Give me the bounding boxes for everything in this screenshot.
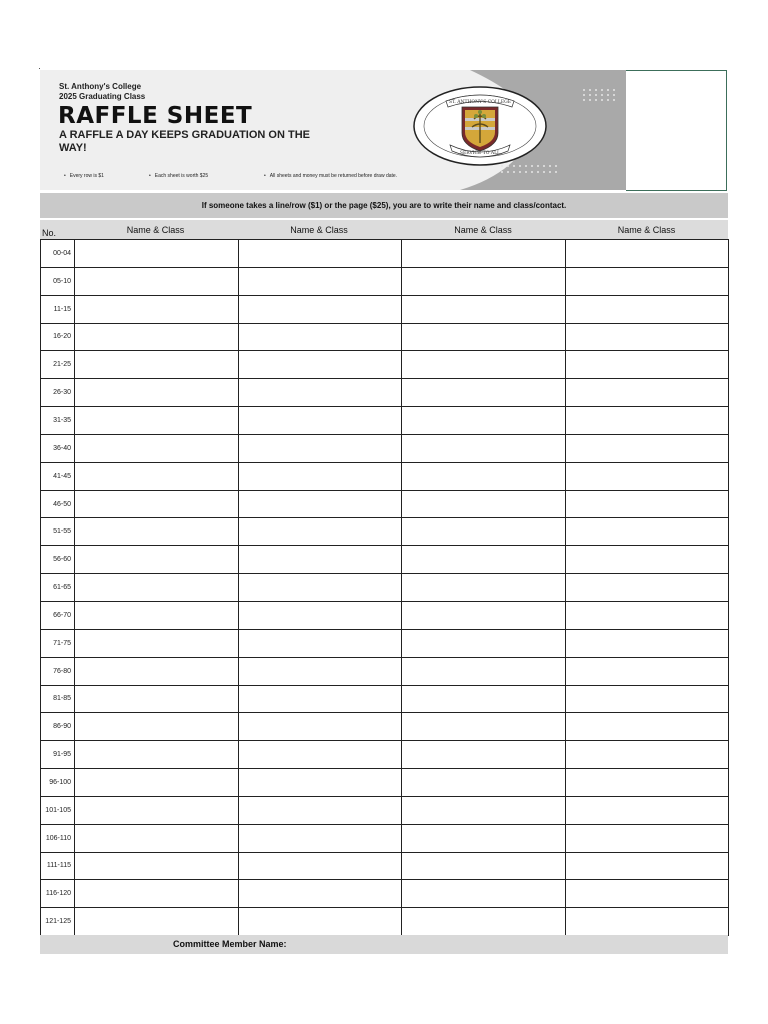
name-class-cell[interactable] xyxy=(565,657,729,685)
table-row xyxy=(41,407,729,435)
name-class-cell[interactable] xyxy=(565,518,729,546)
name-class-cell[interactable] xyxy=(402,852,566,880)
table-row xyxy=(41,518,729,546)
name-class-cell[interactable] xyxy=(402,546,566,574)
name-class-cell[interactable] xyxy=(238,574,402,602)
school-name xyxy=(59,82,145,102)
name-class-cell[interactable] xyxy=(75,351,239,379)
row-number: 26-30 xyxy=(41,379,75,407)
row-number: 61-65 xyxy=(41,574,75,602)
footer-bar xyxy=(40,935,728,954)
row-number: 81-85 xyxy=(41,685,75,713)
row-number: 05-10 xyxy=(41,267,75,295)
name-class-cell[interactable] xyxy=(565,240,729,268)
name-class-cell[interactable] xyxy=(402,240,566,268)
name-class-cell[interactable] xyxy=(238,351,402,379)
header-name-class-3: Name & Class xyxy=(454,225,512,235)
name-class-cell[interactable] xyxy=(565,323,729,351)
table-row xyxy=(41,769,729,797)
name-class-cell[interactable] xyxy=(565,741,729,769)
row-number: 00-04 xyxy=(41,240,75,268)
subtitle: A RAFFLE A DAY KEEPS GRADUATION ON THE WAY! xyxy=(59,129,310,154)
row-number: 41-45 xyxy=(41,462,75,490)
name-class-cell[interactable] xyxy=(238,741,402,769)
row-number: 56-60 xyxy=(41,546,75,574)
table-row xyxy=(41,546,729,574)
name-class-cell[interactable] xyxy=(402,601,566,629)
name-class-cell[interactable] xyxy=(402,295,566,323)
table-row xyxy=(41,852,729,880)
table-row xyxy=(41,295,729,323)
college-crest-logo xyxy=(412,85,548,167)
name-class-cell[interactable] xyxy=(238,240,402,268)
name-class-cell[interactable] xyxy=(402,351,566,379)
name-class-cell[interactable] xyxy=(402,769,566,797)
table-row xyxy=(41,741,729,769)
row-number: 101-105 xyxy=(41,796,75,824)
name-class-cell[interactable] xyxy=(238,462,402,490)
name-class-cell[interactable] xyxy=(75,434,239,462)
name-class-cell[interactable] xyxy=(565,434,729,462)
name-class-cell[interactable] xyxy=(238,295,402,323)
name-class-cell[interactable] xyxy=(75,629,239,657)
row-number: 121-125 xyxy=(41,908,75,936)
row-number: 86-90 xyxy=(41,713,75,741)
name-class-cell[interactable] xyxy=(565,407,729,435)
name-class-cell[interactable] xyxy=(75,685,239,713)
bullet-return-rule: • All sheets and money must be returned before draw date. xyxy=(264,173,424,179)
name-class-cell[interactable] xyxy=(238,629,402,657)
name-class-cell[interactable] xyxy=(565,601,729,629)
row-number: 106-110 xyxy=(41,824,75,852)
banner-blank-box xyxy=(626,70,727,191)
name-class-cell[interactable] xyxy=(402,574,566,602)
name-class-cell[interactable] xyxy=(75,741,239,769)
school-line-1: St. Anthony's College xyxy=(59,82,142,91)
name-class-cell[interactable] xyxy=(238,769,402,797)
row-number: 96-100 xyxy=(41,769,75,797)
name-class-cell[interactable] xyxy=(75,323,239,351)
name-class-cell[interactable] xyxy=(565,351,729,379)
table-row xyxy=(41,713,729,741)
committee-member-label: Committee Member Name: xyxy=(173,939,287,949)
name-class-cell[interactable] xyxy=(75,769,239,797)
table-row xyxy=(41,267,729,295)
name-class-cell[interactable] xyxy=(402,685,566,713)
name-class-cell[interactable] xyxy=(238,713,402,741)
row-number: 116-120 xyxy=(41,880,75,908)
header-name-class-2: Name & Class xyxy=(290,225,348,235)
table-row xyxy=(41,629,729,657)
name-class-cell[interactable] xyxy=(238,407,402,435)
name-class-cell[interactable] xyxy=(402,741,566,769)
name-class-cell[interactable] xyxy=(565,267,729,295)
name-class-cell[interactable] xyxy=(565,295,729,323)
name-class-cell[interactable] xyxy=(402,379,566,407)
name-class-cell[interactable] xyxy=(75,490,239,518)
name-class-cell[interactable] xyxy=(238,824,402,852)
name-class-cell[interactable] xyxy=(402,490,566,518)
name-class-cell[interactable] xyxy=(565,490,729,518)
row-number: 11-15 xyxy=(41,295,75,323)
name-class-cell[interactable] xyxy=(75,574,239,602)
table-row xyxy=(41,434,729,462)
header-no: No. xyxy=(42,228,57,238)
name-class-cell[interactable] xyxy=(75,240,239,268)
table-row xyxy=(41,796,729,824)
name-class-cell[interactable] xyxy=(565,796,729,824)
name-class-cell[interactable] xyxy=(75,796,239,824)
stray-dot xyxy=(39,68,40,69)
name-class-cell[interactable] xyxy=(238,490,402,518)
svg-text:ST. ANTHONY'S COLLEGE: ST. ANTHONY'S COLLEGE xyxy=(448,100,512,105)
name-class-cell[interactable] xyxy=(565,629,729,657)
name-class-cell[interactable] xyxy=(402,323,566,351)
table-row xyxy=(41,379,729,407)
name-class-cell[interactable] xyxy=(565,546,729,574)
name-class-cell[interactable] xyxy=(75,518,239,546)
name-class-cell[interactable] xyxy=(565,880,729,908)
name-class-cell[interactable] xyxy=(238,601,402,629)
name-class-cell[interactable] xyxy=(238,852,402,880)
row-number: 36-40 xyxy=(41,434,75,462)
name-class-cell[interactable] xyxy=(565,908,729,936)
name-class-cell[interactable] xyxy=(402,880,566,908)
table-row xyxy=(41,240,729,268)
header-name-class-4: Name & Class xyxy=(617,225,676,235)
raffle-table xyxy=(40,239,729,936)
name-class-cell[interactable] xyxy=(75,657,239,685)
name-class-cell[interactable] xyxy=(75,267,239,295)
table-row xyxy=(41,824,729,852)
name-class-cell[interactable] xyxy=(565,379,729,407)
name-class-cell[interactable] xyxy=(238,796,402,824)
raffle-banner xyxy=(40,70,728,190)
table-header xyxy=(40,220,728,239)
name-class-cell[interactable] xyxy=(75,546,239,574)
name-class-cell[interactable] xyxy=(565,574,729,602)
name-class-cell[interactable] xyxy=(238,908,402,936)
name-class-cell[interactable] xyxy=(565,824,729,852)
row-number: 71-75 xyxy=(41,629,75,657)
name-class-cell[interactable] xyxy=(238,379,402,407)
header-name-class-1: Name & Class xyxy=(126,225,185,235)
name-class-cell[interactable] xyxy=(565,685,729,713)
table-row xyxy=(41,601,729,629)
name-class-cell[interactable] xyxy=(402,434,566,462)
instructions-notice: If someone takes a line/row ($1) or the page ($25), you are to write their name and class/contact. xyxy=(40,193,728,218)
name-class-cell[interactable] xyxy=(238,685,402,713)
name-class-cell[interactable] xyxy=(402,796,566,824)
name-class-cell[interactable] xyxy=(75,852,239,880)
row-number: 21-25 xyxy=(41,351,75,379)
row-number: 51-55 xyxy=(41,518,75,546)
name-class-cell[interactable] xyxy=(75,908,239,936)
name-class-cell[interactable] xyxy=(75,880,239,908)
name-class-cell[interactable] xyxy=(75,379,239,407)
table-row xyxy=(41,323,729,351)
table-row xyxy=(41,880,729,908)
row-number: 66-70 xyxy=(41,601,75,629)
row-number: 76-80 xyxy=(41,657,75,685)
name-class-cell[interactable] xyxy=(238,323,402,351)
table-row xyxy=(41,574,729,602)
bullet-row-price: • Every row is $1 xyxy=(64,173,104,179)
table-row xyxy=(41,490,729,518)
bullet-sheet-price: • Each sheet is worth $25 xyxy=(149,173,208,179)
decorative-dots-top xyxy=(582,88,622,102)
name-class-cell[interactable] xyxy=(75,295,239,323)
name-class-cell[interactable] xyxy=(402,713,566,741)
name-class-cell[interactable] xyxy=(238,880,402,908)
banner-background xyxy=(40,70,626,190)
name-class-cell[interactable] xyxy=(75,601,239,629)
name-class-cell[interactable] xyxy=(402,267,566,295)
table-row xyxy=(41,657,729,685)
name-class-cell[interactable] xyxy=(565,713,729,741)
table-row xyxy=(41,908,729,936)
row-number: 16-20 xyxy=(41,323,75,351)
name-class-cell[interactable] xyxy=(75,462,239,490)
name-class-cell[interactable] xyxy=(238,657,402,685)
name-class-cell[interactable] xyxy=(402,462,566,490)
name-class-cell[interactable] xyxy=(402,824,566,852)
name-class-cell[interactable] xyxy=(238,434,402,462)
row-number: 111-115 xyxy=(41,852,75,880)
table-row xyxy=(41,462,729,490)
table-row xyxy=(41,351,729,379)
row-number: 91-95 xyxy=(41,741,75,769)
school-line-2: 2025 Graduating Class xyxy=(59,92,146,101)
name-class-cell[interactable] xyxy=(565,462,729,490)
name-class-cell[interactable] xyxy=(75,824,239,852)
name-class-cell[interactable] xyxy=(402,518,566,546)
name-class-cell[interactable] xyxy=(75,407,239,435)
svg-text:SERVICE TO ALL: SERVICE TO ALL xyxy=(459,151,501,156)
name-class-cell[interactable] xyxy=(565,852,729,880)
name-class-cell[interactable] xyxy=(402,629,566,657)
table-row xyxy=(41,685,729,713)
row-number: 46-50 xyxy=(41,490,75,518)
name-class-cell[interactable] xyxy=(238,518,402,546)
name-class-cell[interactable] xyxy=(238,546,402,574)
name-class-cell[interactable] xyxy=(565,769,729,797)
name-class-cell[interactable] xyxy=(402,407,566,435)
name-class-cell[interactable] xyxy=(402,908,566,936)
name-class-cell[interactable] xyxy=(402,657,566,685)
name-class-cell[interactable] xyxy=(75,713,239,741)
row-number: 31-35 xyxy=(41,407,75,435)
name-class-cell[interactable] xyxy=(238,267,402,295)
page-title: RAFFLE SHEET xyxy=(58,103,253,129)
